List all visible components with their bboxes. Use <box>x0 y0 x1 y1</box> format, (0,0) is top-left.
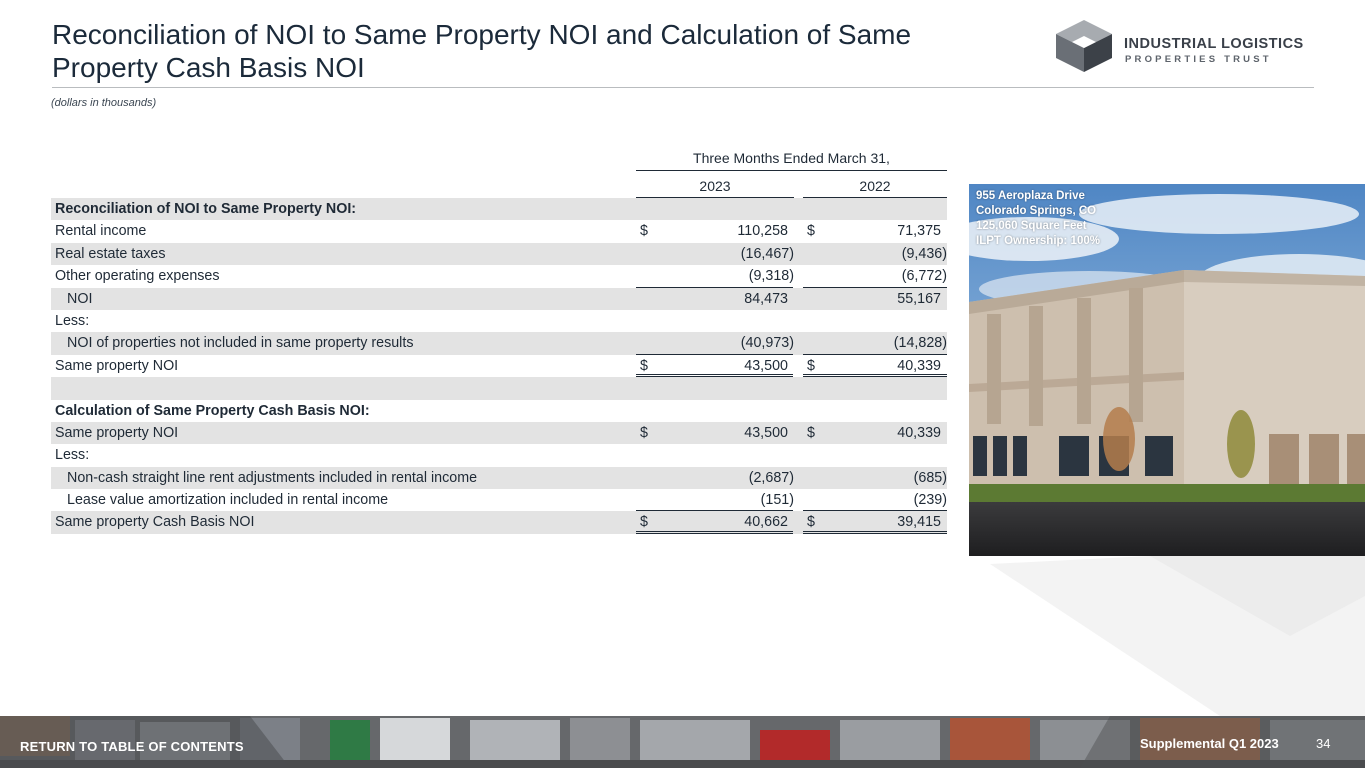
year-header-2023: 2023 <box>699 178 731 194</box>
row-label: Less: <box>55 447 90 464</box>
table-spacer-row <box>51 377 947 399</box>
footer-bar <box>0 716 1365 768</box>
dollar-sign: $ <box>640 223 648 240</box>
total-double-rule <box>636 374 793 375</box>
table-row <box>51 400 947 422</box>
value-2023: (9,318) <box>748 268 794 285</box>
total-double-rule <box>803 374 947 375</box>
dollar-sign: $ <box>807 223 815 240</box>
logo-line-2: PROPERTIES TRUST <box>1125 54 1272 65</box>
units-note: (dollars in thousands) <box>51 97 157 109</box>
dollar-sign: $ <box>807 357 815 374</box>
value-2022: 71,375 <box>897 223 941 240</box>
row-label: Same property NOI <box>55 424 179 441</box>
table-row <box>51 422 947 444</box>
value-2023: (40,973) <box>740 335 794 352</box>
caption-ownership: ILPT Ownership: 100% <box>976 235 1100 247</box>
period-header-rule <box>636 170 947 171</box>
company-logo <box>1054 19 1316 73</box>
value-2023: (16,467) <box>740 245 794 262</box>
value-2023: 110,258 <box>737 223 788 240</box>
section-heading: Reconciliation of NOI to Same Property NOI: <box>55 201 357 217</box>
dollar-sign: $ <box>807 514 815 531</box>
return-to-toc-link[interactable]: RETURN TO TABLE OF CONTENTS <box>20 739 244 754</box>
dollar-sign: $ <box>640 424 648 441</box>
dollar-sign: $ <box>807 424 815 441</box>
row-label: NOI <box>67 290 93 307</box>
table-row <box>51 444 947 466</box>
table-row <box>51 511 947 533</box>
table-row <box>51 332 947 354</box>
value-2022: (14,828) <box>893 335 947 352</box>
value-2023: 43,500 <box>744 424 788 441</box>
table-row <box>51 243 947 265</box>
noi-reconciliation-table <box>51 198 947 534</box>
page-number: 34 <box>1316 736 1331 751</box>
header-divider <box>52 87 1314 88</box>
logo-cube-icon <box>1054 19 1114 73</box>
row-label: NOI of properties not included in same property results <box>67 335 414 352</box>
value-2022: (239) <box>913 492 947 509</box>
row-label: Real estate taxes <box>55 245 166 262</box>
table-row <box>51 198 947 220</box>
table-row <box>51 310 947 332</box>
value-2023: 43,500 <box>744 357 788 374</box>
total-double-rule <box>803 531 947 532</box>
row-label: Less: <box>55 312 90 329</box>
table-row <box>51 489 947 511</box>
caption-address: 955 Aeroplaza Drive <box>976 190 1085 202</box>
value-2023: (2,687) <box>748 469 794 486</box>
value-2022: (685) <box>913 469 947 486</box>
table-row <box>51 288 947 310</box>
value-2023: 40,662 <box>744 514 788 531</box>
row-label: Other operating expenses <box>55 268 220 285</box>
dollar-sign: $ <box>640 514 648 531</box>
logo-line-1: INDUSTRIAL LOGISTICS <box>1124 36 1304 52</box>
total-double-rule <box>636 533 793 534</box>
value-2022: 39,415 <box>897 514 941 531</box>
supplemental-label: Supplemental Q1 2023 <box>1140 736 1279 751</box>
dollar-sign: $ <box>640 357 648 374</box>
value-2022: (9,436) <box>901 245 947 262</box>
row-label: Lease value amortization included in rental income <box>67 492 389 509</box>
total-double-rule <box>636 531 793 532</box>
section-heading: Calculation of Same Property Cash Basis NOI: <box>55 402 370 419</box>
table-row <box>51 355 947 377</box>
row-label: Rental income <box>55 223 147 240</box>
row-label: Non-cash straight line rent adjustments included in rental income <box>67 469 478 486</box>
value-2022: 40,339 <box>897 424 941 441</box>
row-label: Same property Cash Basis NOI <box>55 514 255 531</box>
caption-city: Colorado Springs, CO <box>976 205 1097 217</box>
page-title: Reconciliation of NOI to Same Property NOI and Calculation of Same Property Cash Basis NOI <box>52 19 912 83</box>
photo-caption <box>976 189 1100 249</box>
property-photo <box>969 184 1365 556</box>
period-header: Three Months Ended March 31, <box>693 150 890 166</box>
value-2022: 40,339 <box>897 357 941 374</box>
table-row <box>51 265 947 287</box>
year-header-2022: 2022 <box>859 178 891 194</box>
value-2022: 55,167 <box>897 290 941 307</box>
value-2022: (6,772) <box>901 268 947 285</box>
table-row <box>51 220 947 242</box>
row-label: Same property NOI <box>55 357 179 374</box>
total-double-rule <box>803 533 947 534</box>
caption-square-feet: 125,060 Square Feet <box>976 220 1087 232</box>
background-cube-shape <box>990 556 1365 716</box>
table-row <box>51 467 947 489</box>
value-2023: 84,473 <box>744 290 788 307</box>
value-2023: (151) <box>760 492 794 509</box>
